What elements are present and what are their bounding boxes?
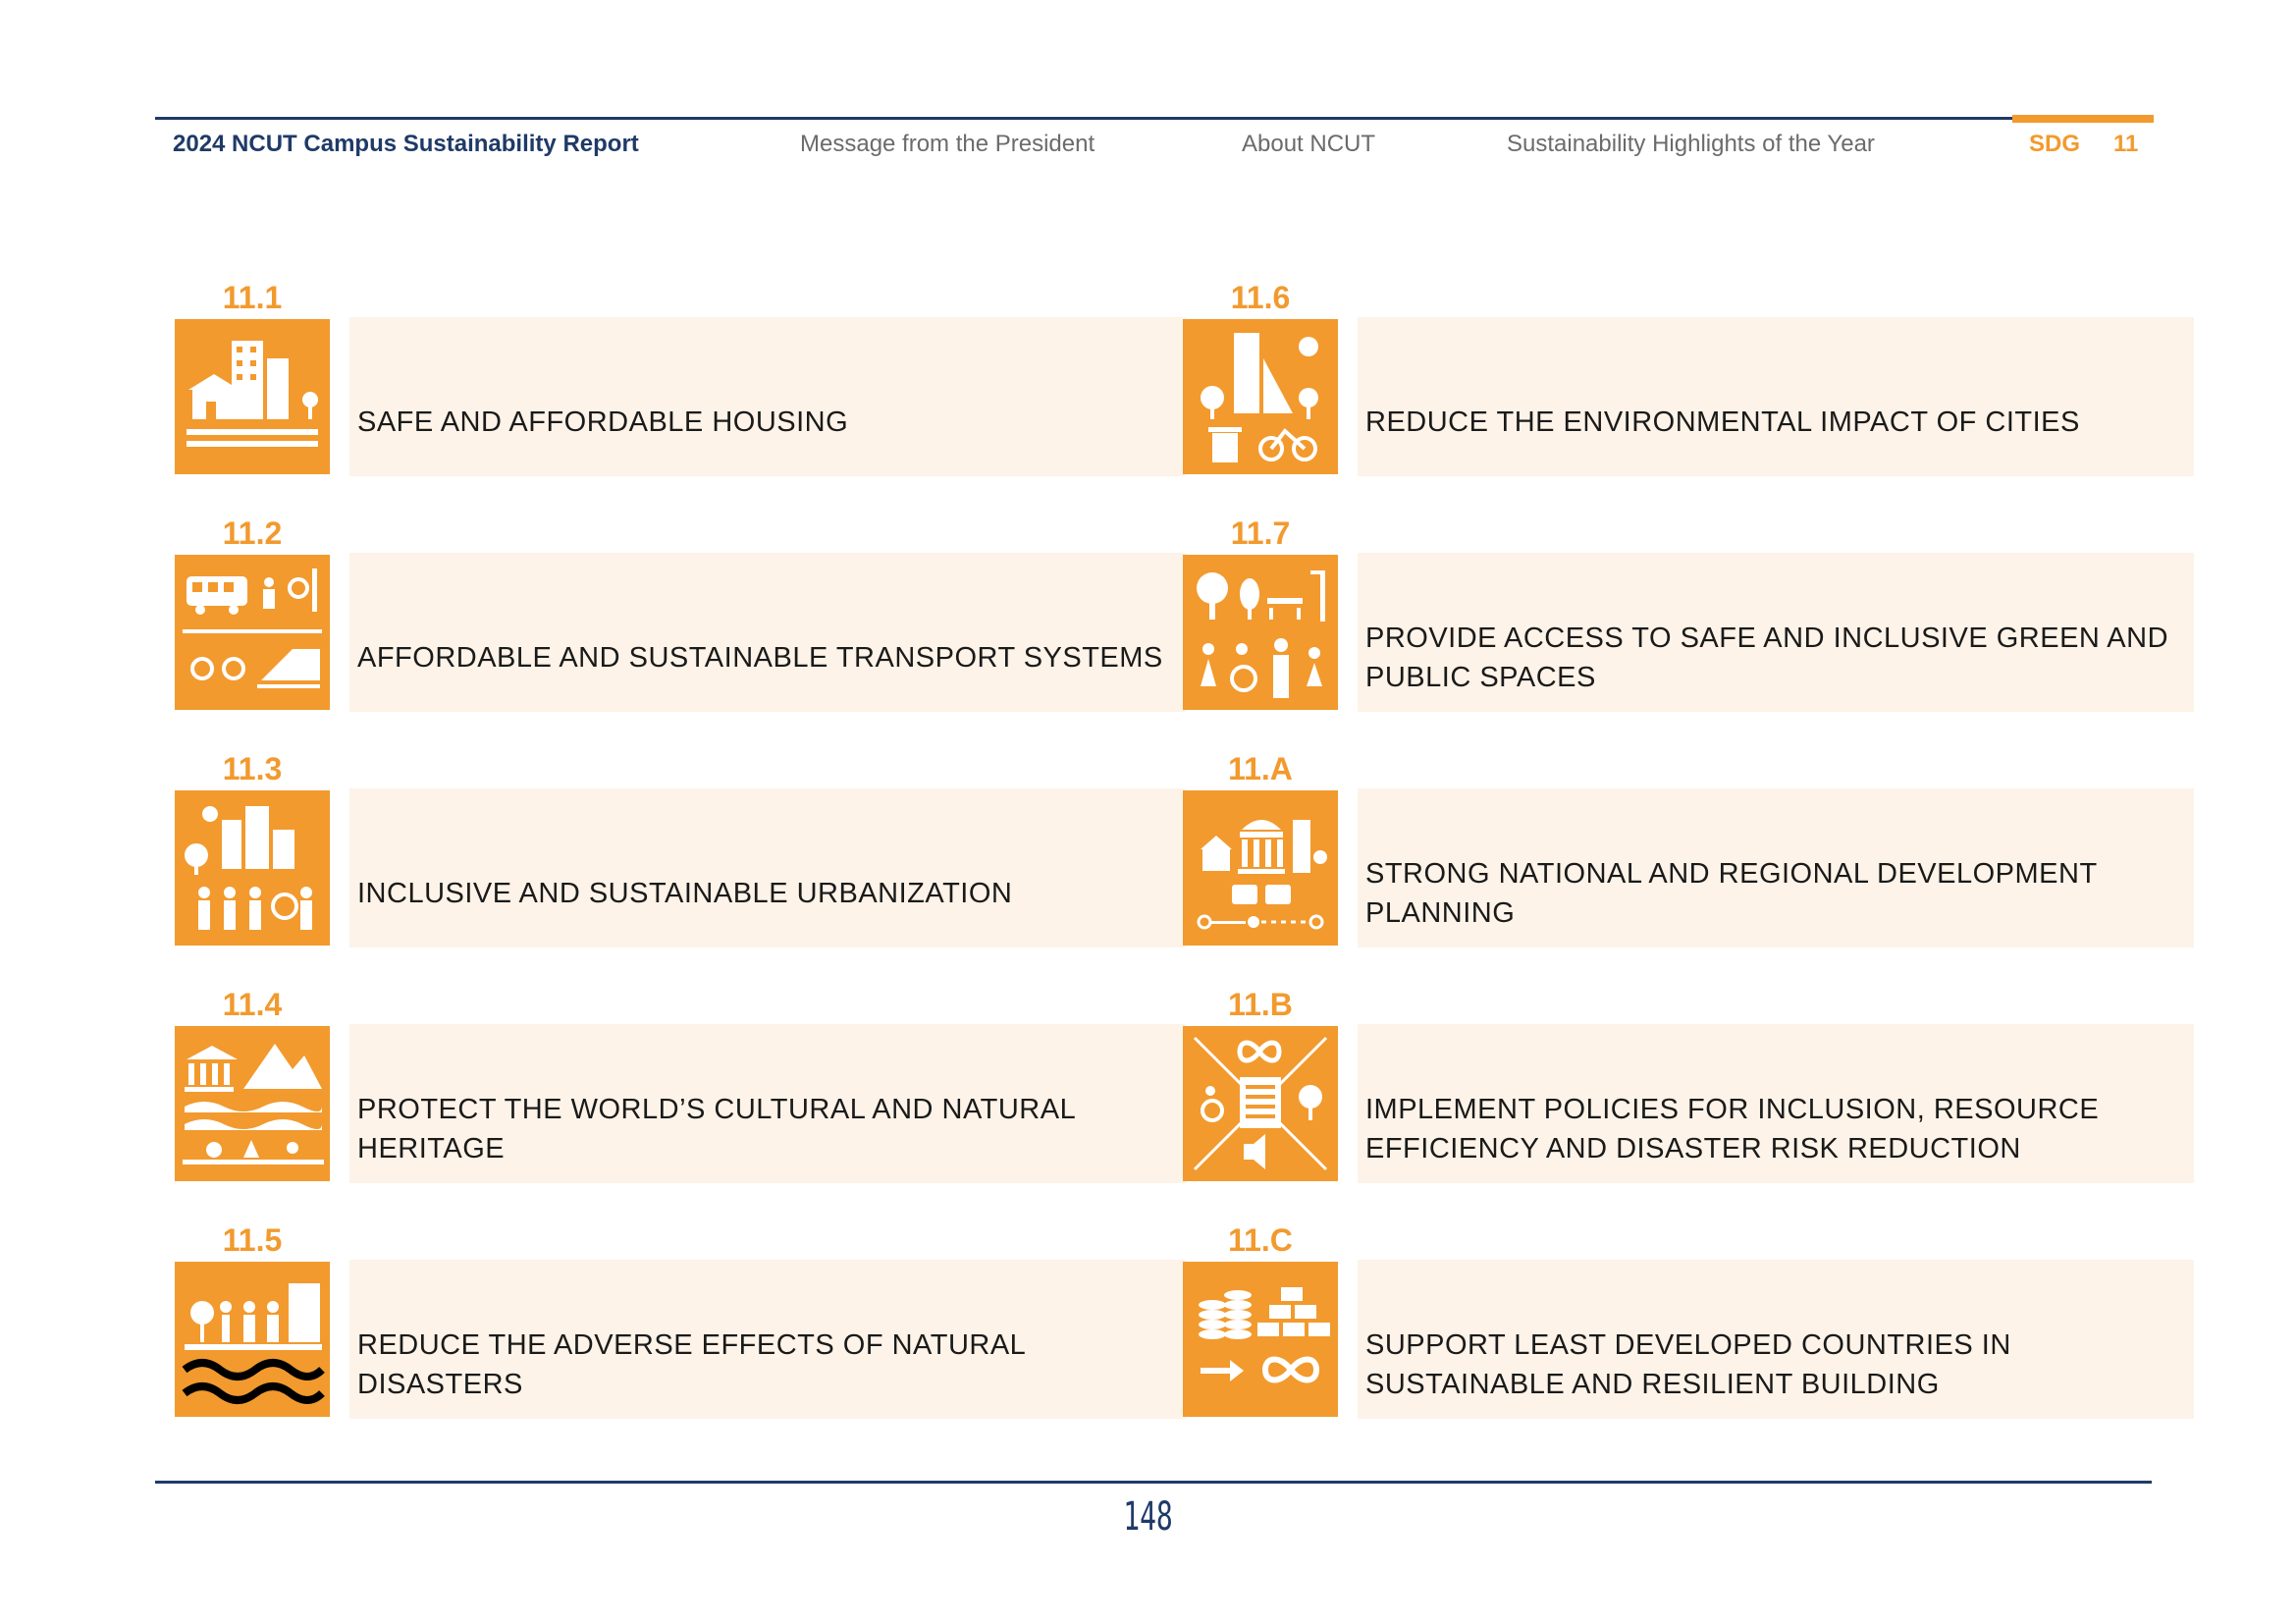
target-number: 11.C bbox=[1228, 1222, 1293, 1258]
target-card bbox=[175, 515, 1196, 682]
footer-rule bbox=[155, 1481, 2152, 1484]
target-card bbox=[175, 1222, 1196, 1400]
target-panel bbox=[349, 553, 1186, 712]
target-text: REDUCE THE ADVERSE EFFECTS OF NATURAL DISASTERS bbox=[357, 1329, 1026, 1400]
target-panel bbox=[1358, 788, 2194, 947]
target-number: 11.7 bbox=[1230, 515, 1291, 551]
target-card bbox=[175, 987, 1196, 1164]
target-text: PROVIDE ACCESS TO SAFE AND INCLUSIVE GREEN AND PUBLIC SPACES bbox=[1365, 623, 2169, 693]
target-text: AFFORDABLE AND SUSTAINABLE TRANSPORT SYSTEMS bbox=[357, 642, 1163, 674]
target-text: PROTECT THE WORLD’S CULTURAL AND NATURAL HERITAGE bbox=[357, 1094, 1076, 1164]
header-rule bbox=[155, 117, 2012, 120]
target-number: 11.3 bbox=[222, 751, 283, 786]
disaster-icon bbox=[175, 1262, 330, 1417]
transport-icon bbox=[175, 555, 330, 710]
sdg-number: 11 bbox=[2113, 131, 2139, 157]
target-text: STRONG NATIONAL AND REGIONAL DEVELOPMENT PLANNING bbox=[1365, 858, 2098, 929]
target-card bbox=[175, 280, 1196, 447]
target-text: IMPLEMENT POLICIES FOR INCLUSION, RESOURCE EFFICIENCY AND DISASTER RISK REDUCTION bbox=[1365, 1094, 2100, 1164]
target-panel bbox=[349, 788, 1186, 947]
support-icon bbox=[1183, 1262, 1338, 1417]
target-number: 11.1 bbox=[222, 280, 283, 315]
nav-sustainability-highlights[interactable]: Sustainability Highlights of the Year bbox=[1507, 131, 1875, 157]
target-card bbox=[1183, 1222, 2204, 1400]
target-number: 11.2 bbox=[222, 515, 283, 551]
header-accent-bar bbox=[2012, 115, 2154, 123]
urbanization-icon bbox=[175, 790, 330, 946]
target-number: 11.5 bbox=[222, 1222, 283, 1258]
housing-icon bbox=[175, 319, 330, 474]
public-space-icon bbox=[1183, 555, 1338, 710]
target-card bbox=[175, 751, 1196, 918]
target-panel bbox=[349, 1024, 1186, 1183]
target-card bbox=[1183, 280, 2204, 447]
target-text: SUPPORT LEAST DEVELOPED COUNTRIES IN SUSTAINABLE AND RESILIENT BUILDING bbox=[1365, 1329, 2011, 1400]
target-text: SAFE AND AFFORDABLE HOUSING bbox=[357, 406, 849, 438]
planning-icon bbox=[1183, 790, 1338, 946]
heritage-icon bbox=[175, 1026, 330, 1181]
target-panel bbox=[1358, 317, 2194, 476]
target-number: 11.4 bbox=[222, 987, 283, 1022]
target-card bbox=[1183, 987, 2204, 1164]
nav-message-from-president[interactable]: Message from the President bbox=[800, 131, 1095, 157]
target-panel bbox=[349, 1260, 1186, 1419]
target-card bbox=[1183, 751, 2204, 929]
sdg-tag[interactable] bbox=[2029, 131, 2138, 158]
target-panel bbox=[1358, 1024, 2194, 1183]
report-title: 2024 NCUT Campus Sustainability Report bbox=[173, 131, 639, 157]
environment-icon bbox=[1183, 319, 1338, 474]
target-number: 11.A bbox=[1228, 751, 1293, 786]
sdg-label: SDG bbox=[2029, 131, 2081, 157]
target-text: INCLUSIVE AND SUSTAINABLE URBANIZATION bbox=[357, 878, 1013, 909]
target-card bbox=[1183, 515, 2204, 693]
target-text: REDUCE THE ENVIRONMENTAL IMPACT OF CITIES bbox=[1365, 406, 2080, 438]
target-panel bbox=[349, 317, 1186, 476]
nav-about-ncut[interactable]: About NCUT bbox=[1242, 131, 1376, 157]
target-number: 11.B bbox=[1228, 987, 1293, 1022]
target-panel bbox=[1358, 553, 2194, 712]
policy-icon bbox=[1183, 1026, 1338, 1181]
target-number: 11.6 bbox=[1230, 280, 1291, 315]
page-number: 148 bbox=[1123, 1494, 1173, 1540]
target-panel bbox=[1358, 1260, 2194, 1419]
